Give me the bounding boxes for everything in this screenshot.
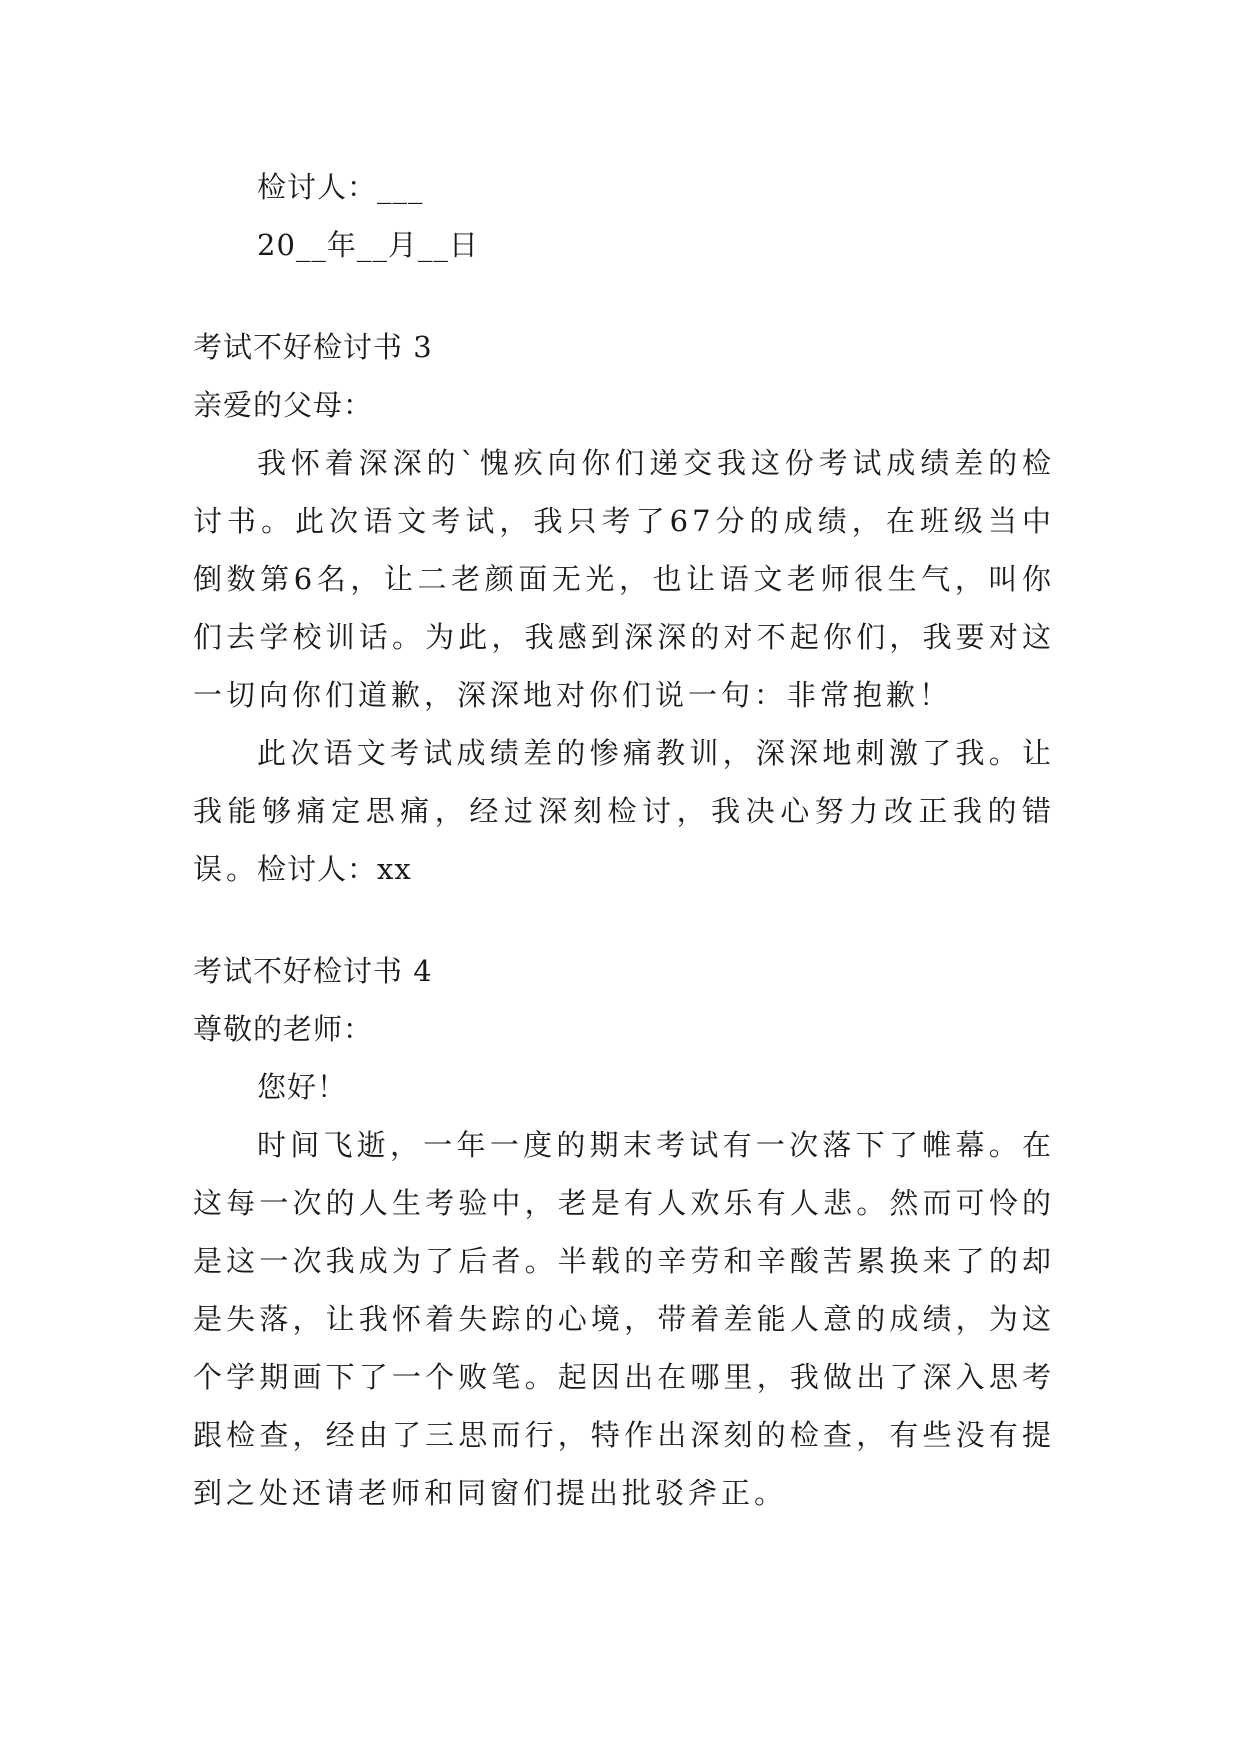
section-title: 考试不好检讨书 4 bbox=[193, 954, 433, 988]
body-paragraph: 此次语文考试成绩差的惨痛教训，深深地刺激了我。让我能够痛定思痛，经过深刻检讨，我决心努力改正我的错误。 bbox=[193, 736, 1055, 886]
greeting: 您好！ bbox=[257, 1070, 348, 1104]
body-paragraph: 我怀着深深的`愧疚向你们递交我这份考试成绩差的检讨书。此次语文考试，我只考了67分的成绩，在班级当中倒数第6名，让二老颜面无光，也让语文老师很生气，叫你们去学校训话。为此，我感到深深的对不起你们，我要对这一切向你们道歉，深深地对你们说一句：非常抱歉！ bbox=[193, 446, 1055, 712]
signer-line: 检讨人：xx bbox=[257, 852, 412, 886]
body-paragraph: 时间飞逝，一年一度的期末考试有一次落下了帷幕。在这每一次的人生考验中，老是有人欢乐有人悲。然而可怜的是这一次我成为了后者。半载的辛劳和辛酸苦累换来了的却是失落，让我怀着失踪的心境，带着差能人意的成绩，为这个学期画下了一个败笔。起因出在哪里，我做出了深入思考跟检查，经由了三思而行，特作出深刻的检查，有些没有提到之处还请老师和同窗们提出批驳斧正。 bbox=[193, 1128, 1055, 1510]
salutation: 尊敬的老师： bbox=[193, 1012, 374, 1046]
salutation: 亲爱的父母： bbox=[193, 388, 374, 422]
signer-line: 检讨人：___ bbox=[257, 170, 424, 204]
section-title: 考试不好检讨书 3 bbox=[193, 330, 433, 364]
date-line: 20__年__月__日 bbox=[257, 228, 479, 262]
